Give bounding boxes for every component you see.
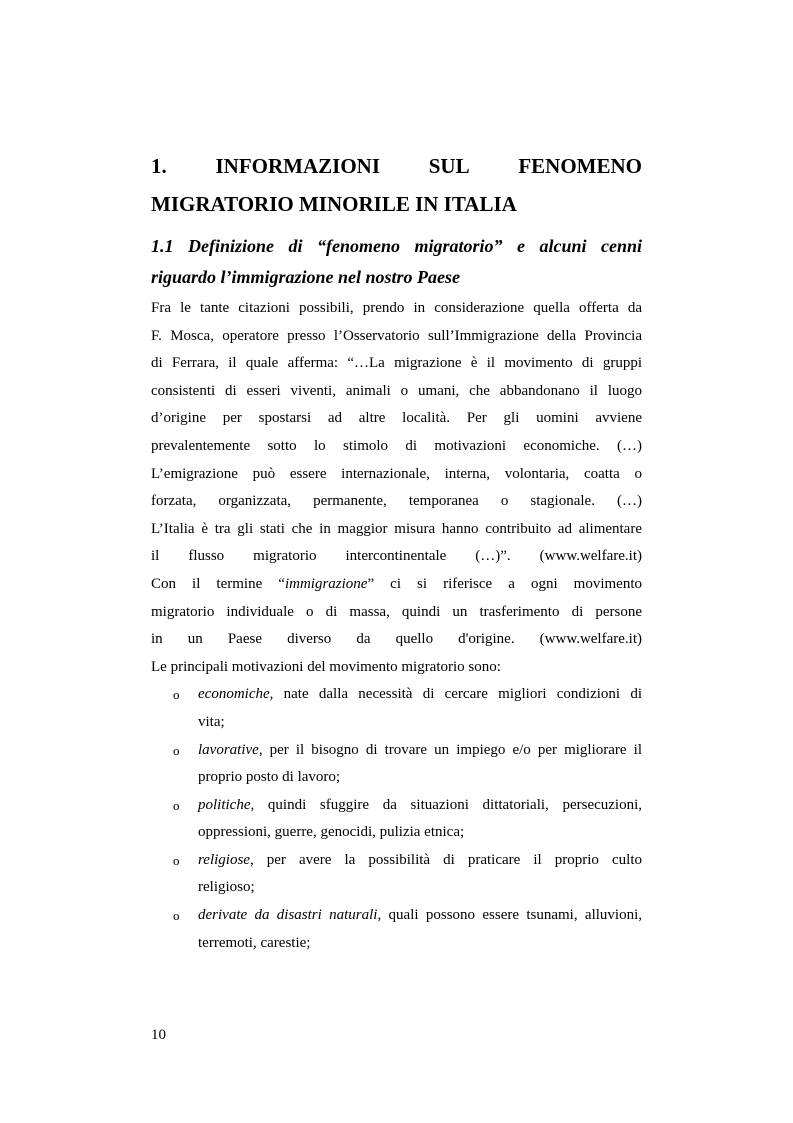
text-run: ” ci si riferisce a ogni movimento (367, 575, 642, 592)
quote-paragraph (151, 295, 642, 571)
paragraph-line: prevalentemente sotto lo stimolo di motivazioni economiche. (…) (151, 437, 642, 454)
text-run: , quali possono essere tsunami, alluvioni, (377, 907, 643, 924)
emphasis-term: lavorative (198, 741, 259, 758)
paragraph-line: consistenti di esseri viventi, animali o umani, che abbandonano il luogo (151, 382, 642, 399)
emphasis-term: religiose (198, 851, 250, 868)
paragraph-line: Le principali motivazioni del movimento migratorio sono: (151, 658, 501, 675)
list-item (173, 737, 642, 792)
paragraph-line: migratorio individuale o di massa, quindi un trasferimento di persone (151, 603, 642, 620)
text-run: , per il bisogno di trovare un impiego e/o per migliorare il (258, 741, 642, 758)
chapter-word-3: FENOMENO (518, 154, 642, 178)
emphasis-term: immigrazione (284, 575, 368, 592)
list-item-line: vita; (198, 713, 225, 730)
paragraph-line: forzata, organizzata, permanente, temporanea o stagionale. (…) (151, 493, 642, 510)
paragraph-line: F. Mosca, operatore presso l’Osservatorio sull’Immigrazione della Provincia (151, 327, 642, 344)
paragraph-line (151, 571, 642, 599)
bullet-marker: o (173, 908, 180, 924)
list-item (173, 681, 642, 736)
emphasis-term: politiche (198, 796, 251, 813)
paragraph-line: d’origine per spostarsi ad altre località. Per gli uomini avviene (151, 410, 642, 427)
text-run: , nate dalla necessità di cercare migliori condizioni di (269, 686, 642, 703)
list-item-line (198, 792, 642, 820)
text-run: Con il termine “ (151, 575, 285, 592)
section-heading-line1: 1.1 Definizione di “fenomeno migratorio” e alcuni cenni (151, 236, 642, 256)
text-run: , quindi sfuggire da situazioni dittatoriali, persecuzioni, (250, 796, 642, 813)
list-item-line (198, 737, 642, 765)
list-item-line: religioso; (198, 879, 255, 896)
emphasis-term: derivate da disastri naturali (198, 907, 378, 924)
chapter-number: 1. (151, 154, 167, 178)
list-item-line: proprio posto di lavoro; (198, 769, 341, 786)
emphasis-term: economiche (198, 686, 270, 703)
page-number: 10 (151, 1027, 166, 1043)
list-item (173, 902, 643, 957)
chapter-word-1: INFORMAZIONI (215, 154, 380, 178)
list-item-line: oppressioni, guerre, genocidi, pulizia etnica; (198, 824, 465, 841)
paragraph-line: in un Paese diverso da quello d'origine. (www.welfare.it) (151, 631, 642, 648)
paragraph-line: L’emigrazione può essere internazionale, interna, volontaria, coatta o (151, 465, 642, 482)
definition-paragraph (151, 571, 642, 681)
section-heading (151, 231, 642, 293)
bullet-marker: o (173, 852, 180, 868)
bullet-marker: o (173, 742, 180, 758)
chapter-word-2: SUL (428, 154, 470, 178)
list-item-line (198, 681, 642, 709)
motivations-list (151, 681, 642, 957)
text-run: , per avere la possibilità di praticare il proprio culto (249, 851, 642, 868)
list-item (173, 847, 642, 902)
paragraph-line: Fra le tante citazioni possibili, prendo in considerazione quella offerta da (151, 300, 642, 316)
list-item-line: terremoti, carestie; (198, 934, 311, 951)
chapter-heading-line1 (151, 147, 642, 185)
paragraph-line: di Ferrara, il quale afferma: “…La migrazione è il movimento di gruppi (151, 355, 642, 372)
section-heading-line2: riguardo l’immigrazione nel nostro Paese (151, 267, 461, 287)
bullet-marker: o (173, 797, 180, 813)
bullet-marker: o (173, 687, 180, 703)
list-item-line (198, 847, 642, 875)
paragraph-line: L’Italia è tra gli stati che in maggior misura hanno contribuito ad alimentare (151, 520, 642, 537)
document-page (151, 147, 642, 957)
list-item (173, 792, 642, 847)
chapter-heading-line2: MIGRATORIO MINORILE IN ITALIA (151, 192, 517, 216)
paragraph-line: il flusso migratorio intercontinentale (…)”. (www.welfare.it) (151, 548, 642, 565)
list-item-line (198, 902, 642, 930)
chapter-heading (151, 147, 642, 223)
